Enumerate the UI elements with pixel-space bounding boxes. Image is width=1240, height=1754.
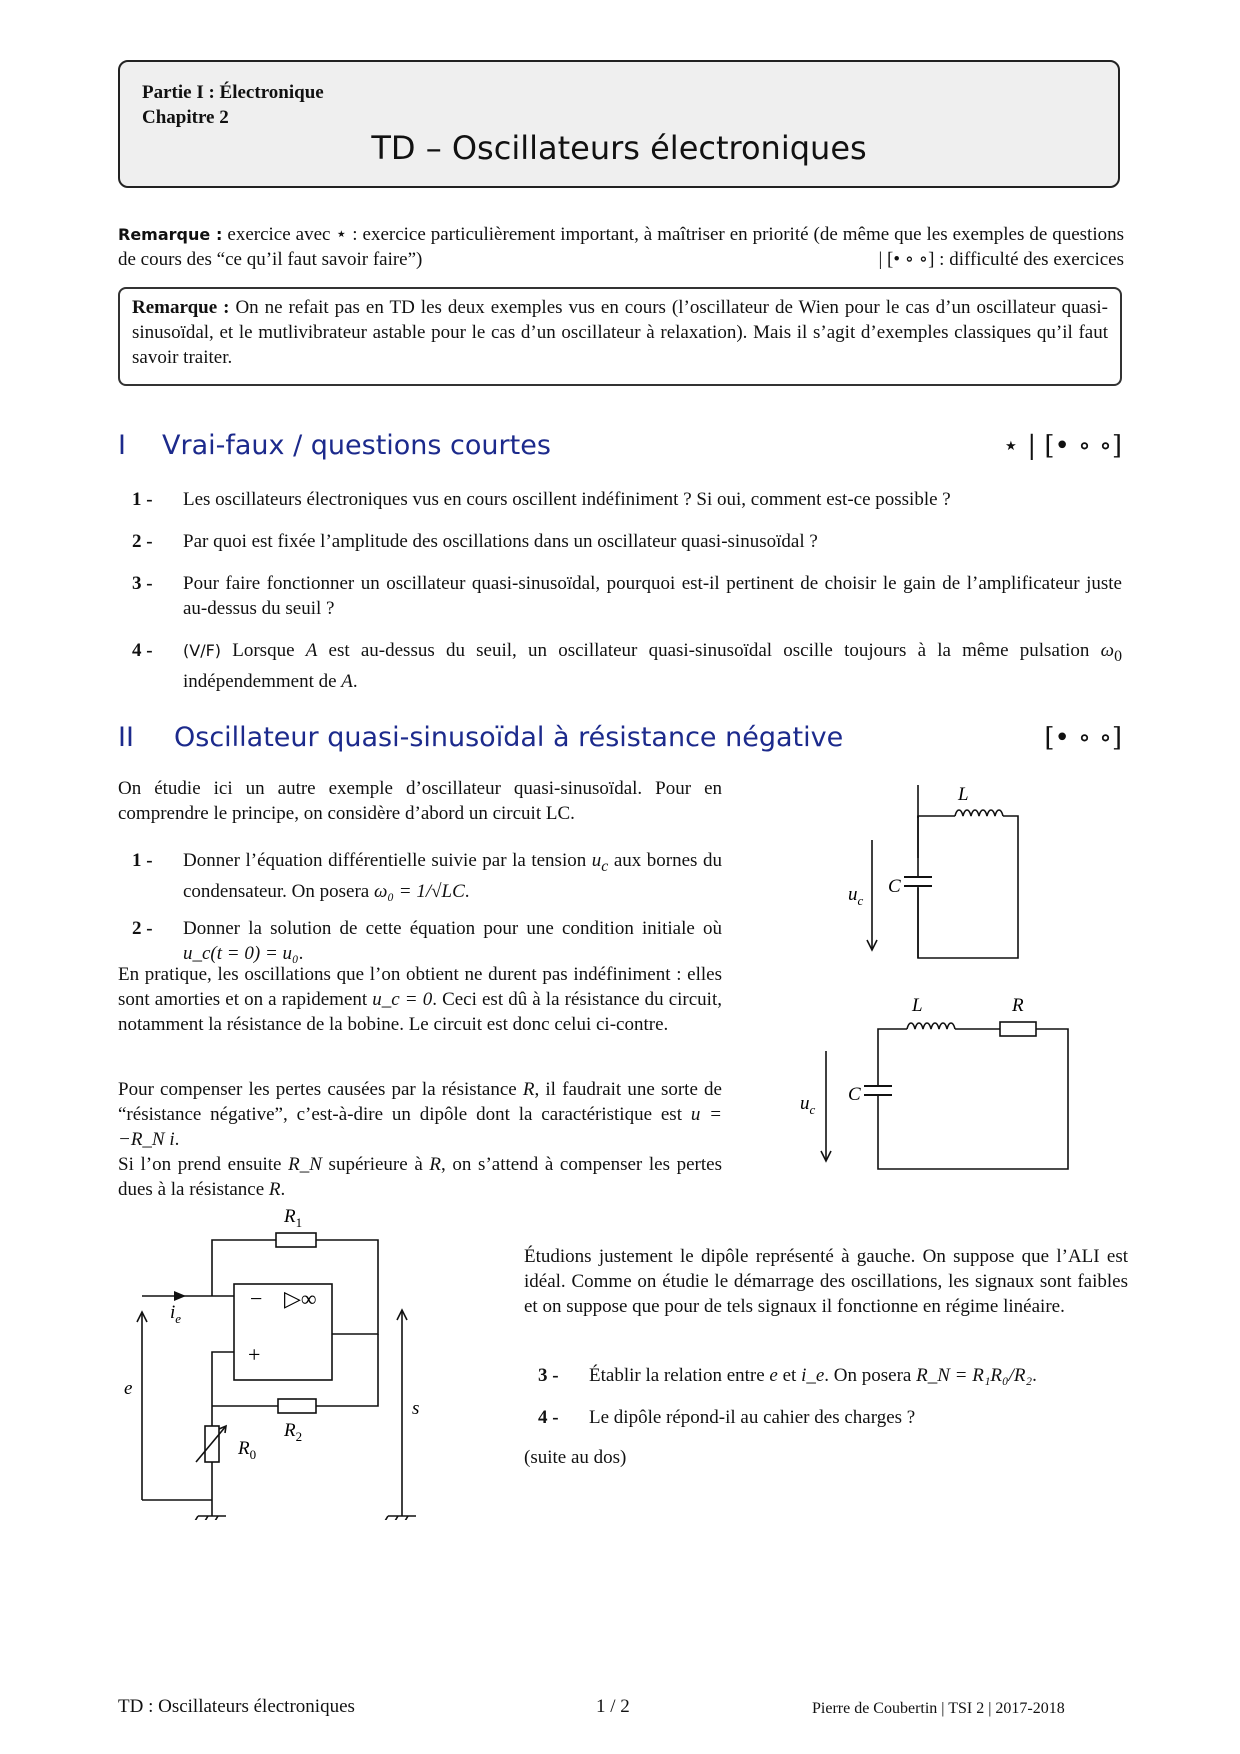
footer-info: Pierre de Coubertin | TSI 2 | 2017-2018 xyxy=(812,1700,1065,1717)
footer-title: TD : Oscillateurs électroniques xyxy=(118,1696,355,1717)
label-R: R xyxy=(1012,995,1024,1016)
question-text: Donner l’équation différentielle suivie par la tension $u_c$ aux bornes du condensateur. On posera ω₀ = 1/√LC. xyxy=(183,850,722,902)
label-L: L xyxy=(958,784,969,805)
negative-resistance-circuit-diagram xyxy=(118,1200,458,1520)
label-R2: $R_2$ xyxy=(284,1420,303,1444)
label-R1: $R_1$ xyxy=(284,1206,303,1230)
capacitor-symbol xyxy=(864,1075,892,1101)
section-2-intro: On étudie ici un autre exemple d’oscillateur quasi-sinusoïdal. Pour en comprendre le principe, on considère d’abord un circuit LC. xyxy=(118,778,722,824)
question-number: 4 - xyxy=(132,640,153,661)
question-2-1 xyxy=(132,848,722,904)
question-text: Pour faire fonctionner un oscillateur quasi-sinusoïdal, pourquoi est-il pertinent de choisir le gain de l’amplificateur juste au-dessus du seuil ? xyxy=(183,573,1122,619)
resistor-r1 xyxy=(276,1233,316,1247)
label-uc: $u_c$ xyxy=(800,1093,816,1117)
chapter-label: Chapitre 2 xyxy=(142,107,229,128)
label-s: s xyxy=(412,1398,420,1419)
ground-symbol xyxy=(192,1516,226,1520)
voltage-arrow-e xyxy=(137,1312,147,1500)
question-number: 3 - xyxy=(538,1365,559,1386)
label-uc: $u_c$ xyxy=(848,884,864,908)
paragraph-compensate: Si l’on prend ensuite R_N supérieure à R, on s’attend à compenser les pertes dues à la résistance R. xyxy=(118,1154,722,1200)
label-e: e xyxy=(124,1378,133,1399)
remark-box-text: On ne refait pas en TD les deux exemples vus en cours (l’oscillateur de Wien pour le cas d’un oscillateur quasi-sinusoïdal, et le mutlivibrateur astable pour le cas d’un oscillateur à relaxation). Mais il s’agit d’exemples classiques qu’il faut savoir traiter. xyxy=(132,297,1108,368)
resistor-r0-variable xyxy=(196,1426,226,1462)
voltage-arrow xyxy=(867,840,877,950)
question-text: (V/F) Lorsque A est au-dessus du seuil, un oscillateur quasi-sinusoïdal oscille toujours à la même pulsation $\omega_0$ indépendemment de A. xyxy=(183,640,1122,692)
voltage-arrow xyxy=(821,1051,831,1161)
section-2-difficulty: [• ∘ ∘] xyxy=(1044,723,1122,753)
inductor-symbol xyxy=(907,1023,955,1029)
resistor-r2 xyxy=(278,1399,316,1413)
label-R0: $R_0$ xyxy=(238,1438,257,1462)
question-text: Établir la relation entre e et i_e. On posera R_N = R₁R₀/R₂. xyxy=(589,1365,1037,1386)
question-number: 2 - xyxy=(132,531,153,552)
label-C: C xyxy=(848,1084,861,1105)
question-1-2 xyxy=(132,529,1122,554)
opamp-plus: + xyxy=(248,1342,261,1367)
question-text: Donner la solution de cette équation pour une condition initiale où u_c(t = 0) = u₀. xyxy=(183,918,722,964)
section-2-number: II xyxy=(118,722,134,753)
section-1-heading xyxy=(118,429,1122,463)
remark-text: exercice avec ⋆ : exercice particulièrement important, à maîtriser en priorité (de même que les exemples de questions de cours des “ce qu’il faut savoir faire”) xyxy=(118,224,1124,270)
question-number: 4 - xyxy=(538,1407,559,1428)
section-1-number: I xyxy=(118,430,126,461)
lc-circuit-diagram xyxy=(830,780,1060,960)
page-number: 1 / 2 xyxy=(596,1696,630,1717)
resistor-symbol xyxy=(1000,1022,1036,1036)
question-2-3 xyxy=(538,1363,1128,1388)
question-1-3 xyxy=(132,571,1122,621)
page-title: TD – Oscillateurs électroniques xyxy=(371,129,867,167)
label-L: L xyxy=(912,995,923,1016)
paragraph-study: Étudions justement le dipôle représenté à gauche. On suppose que l’ALI est idéal. Comme on étudie le démarrage des oscillations, les signaux sont faibles et on suppose que pour de tels signaux il fonctionne en régime linéaire. xyxy=(524,1246,1128,1317)
label-ie: $i_e$ xyxy=(170,1302,182,1326)
capacitor-symbol xyxy=(904,816,932,958)
remark-box xyxy=(118,287,1122,386)
question-number: 3 - xyxy=(132,573,153,594)
question-number: 1 - xyxy=(132,489,153,510)
opamp-gain-symbol: ▷∞ xyxy=(284,1286,317,1311)
ground-symbol xyxy=(382,1516,416,1520)
remark-legend xyxy=(118,222,1124,272)
paragraph-damping: En pratique, les oscillations que l’on obtient ne durent pas indéfiniment : elles sont amorties et on a rapidement u_c = 0. Ceci est dû à la résistance du circuit, notamment la résistance de la bobine. Le circuit est donc celui ci-contre. xyxy=(118,964,722,1035)
part-label: Partie I : Électronique xyxy=(142,82,324,103)
question-number: 2 - xyxy=(132,918,153,939)
difficulty-legend: | [• ∘ ∘] : difficulté des exercices xyxy=(878,249,1124,270)
current-arrow xyxy=(174,1291,186,1301)
question-text: Par quoi est fixée l’amplitude des oscillations dans un oscillateur quasi-sinusoïdal ? xyxy=(183,531,818,552)
question-2-2 xyxy=(132,916,722,966)
question-number: 1 - xyxy=(132,850,153,871)
header-box xyxy=(118,60,1120,188)
section-2-heading xyxy=(118,721,1122,755)
rlc-circuit-diagram xyxy=(790,985,1080,1175)
question-text: Le dipôle répond-il au cahier des charges ? xyxy=(589,1407,916,1428)
inductor-symbol xyxy=(955,810,1003,816)
opamp-minus: − xyxy=(250,1286,263,1311)
continued-note: (suite au dos) xyxy=(524,1447,627,1468)
question-1-1 xyxy=(132,487,1122,512)
question-text: Les oscillateurs électroniques vus en cours oscillent indéfiniment ? Si oui, comment est-ce possible ? xyxy=(183,489,951,510)
paragraph-negative-resistance: Pour compenser les pertes causées par la résistance R, il faudrait une sorte de “résistance négative”, c’est-à-dire un dipôle dont la caractéristique est u = −R_N i. xyxy=(118,1079,722,1150)
remark-label: Remarque : xyxy=(118,225,223,244)
section-1-title: Vrai-faux / questions courtes xyxy=(162,430,551,461)
question-2-4 xyxy=(538,1405,1128,1430)
section-2-title: Oscillateur quasi-sinusoïdal à résistance négative xyxy=(174,722,844,753)
section-1-difficulty: ⋆ | [• ∘ ∘] xyxy=(1002,431,1122,461)
true-false-tag: (V/F) xyxy=(183,641,222,660)
question-1-4 xyxy=(132,638,1122,694)
label-C: C xyxy=(888,876,901,897)
remark-box-label: Remarque : xyxy=(132,297,230,318)
